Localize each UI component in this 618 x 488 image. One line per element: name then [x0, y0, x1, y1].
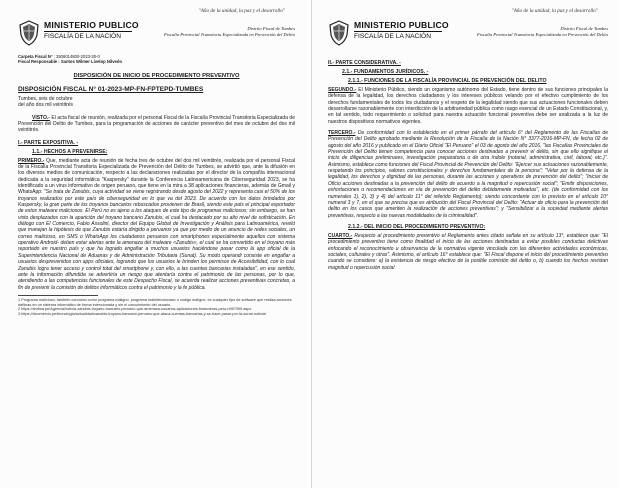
- institution-title: MINISTERIO PUBLICO: [44, 20, 139, 30]
- segundo-paragraph: [328, 87, 608, 125]
- primero-label: PRIMERO.-: [18, 157, 45, 164]
- visto-text: El acta fiscal de reunión, realizada por el personal Fiscal de la Fiscalía Provincial Transitoria Especializada de Prevención del Delito de Tumbes, para la programación de acciones de carácter preventivo del mes de octubre del dos mil veintitrés.: [18, 114, 295, 134]
- segundo-label: SEGUNDO.-: [328, 87, 357, 93]
- responsable-value: : Santos Wilmer Livelop Nilvedo: [58, 59, 122, 65]
- section-i-heading: I.- PARTE EXPOSITIVA. -: [18, 139, 79, 146]
- district-line: Distrito Fiscal de Tumbes: [247, 26, 295, 31]
- motto: "Año de la unidad, la paz y el desarrollo": [511, 8, 598, 14]
- section-ii-1-heading: 2.1.- FUNDAMENTOS JURÍDICOS. -: [342, 69, 429, 75]
- institution-subtitle: FISCALÍA DE LA NACIÓN: [44, 33, 121, 40]
- title-divider: [44, 31, 132, 32]
- district-line: Distrito Fiscal de Tumbes: [560, 26, 608, 31]
- section-ii-1-1-heading: 2.1.1.- FUNCIONES DE LA FISCALÍA PROVINCIAL DE PREVENCIÓN DEL DELITO: [348, 78, 547, 84]
- coat-of-arms-icon: [328, 20, 350, 46]
- section-i-1-heading: 1.1.- HECHOS A PREVENIRSE:: [32, 148, 108, 155]
- cuarto-text: Respecto al procedimiento preventivo el Reglamento antes citado señala en su artículo 13°, establece que: "El procedimiento preventivo tiene como finalidad el inicio de las acciones destinadas a evitar posibles conductas delictivas enfocando el reconocimiento u observancia de la normativa vigente vinculada con las diferentes actividades económicas, sociales, culturales y otras". Asimismo, el artículo 16° establece que: "El Fiscal dispone el inicio del procedimiento preventivo cuando se considere: a) la existencia de riesgo efectivo de la posible comisión del delito o, b) cuando los hechos revistan magnitud o repercusión social: [328, 232, 608, 271]
- institution-subtitle: FISCALÍA DE LA NACIÓN: [354, 33, 431, 40]
- document-page-right: [311, 0, 618, 488]
- footnote-divider: [18, 295, 98, 296]
- letterhead: [328, 20, 608, 50]
- institution-title: MINISTERIO PUBLICO: [354, 20, 449, 30]
- place-date-line-2: del año dos mil veintitrés: [18, 102, 74, 109]
- coat-of-arms-icon: [18, 20, 40, 46]
- tercero-label: TERCERO.-: [328, 130, 356, 137]
- primero-paragraph: [18, 158, 295, 291]
- primero-text: Que, mediante acta de reunión de fecha tres de octubre del dos mil veintitrés, realizada por el personal Fiscal de la Fiscalía Provincial Transitoria Especializada de Prevención del Delito de Tumbes, se advirtió que, ante la difusión en los diversos medios de comunicación, respecto a las declaraciones realizadas por el director de la compañía internacional dedicada a la seguridad informática "Kaspersky" durante la Conferencia Latinoamericana de Ciberseguridad 2023, se ha identificado a un virus informativo de origen peruano, que tiene en la mira a 38 aplicaciones financieras, además de Gmail y WhatsApp:: [18, 157, 295, 196]
- quote-text: "Se trata de Zanubis, cuya actividad se viene registrando desde agosto del 2022 y representa casi el 50% de los troyanos realizados por este país de ciberseguridad en lo que va del 2023. De acuerdo con los datos brindados por Kaspersky, la gran parte de los troyanos bancarios rebuscados provienen de Brasil, siendo este país el principal exportador de estos malware maliciosos. El Perú no es ajeno a los ataques de este tipo de programas maliciosos; sin embargo, se han visto desplazados con la aparición del troyano bancario Zanubis, el cual ha destacado por su alto nivel de sofisticación. En diálogo con El Comercio, Fabio Assolini, director del Equipo Global de Investigación y Análisis para Latinoamérica, reveló que manejan la hipótesis de que Zanubis estaría dirigido a peruanos ya que por medio de un anuncio de redes sociales, un correo malicioso, en SMS o WhatsApp los ciudadanos peruanos con smartphones especialmente aquellos con sistema operativo Android- deben estar alertas ante la amenaza del malware «Zanubis», el cual se ha convertido en el troyano más reportado en nuestro país y que ha logrado engañar a muchos usuarios haciéndose pasar como la app oficial de la Superintendencia Nacional de Aduanas y de Administración Tributaria (Sunat). Su modo operandi consiste en engañar a usuarios desprevenidos con apps oficiales, logrando que los usuarios le brinden los permisos de Accesibilidad, con lo cual Zanubis logra tener acceso y control total del smartphone y, con ello, a las cuentas bancarias instaladas", en ese sentido, ante la información difundida se advertiría un riesgo que atentaría contra el patrimonio de las personas, por lo que, atendiendo a las competencias funcionales de este Despacho Fiscal, se acuerda realizar acciones preventivas concretas, a fin de prevenir la comisión de delitos informáticos contra el patrimonio y la fe pública.: [18, 189, 296, 291]
- title-divider: [354, 31, 442, 32]
- footnote: 3 https://elcomercio.pe/tecnologia/actualidad/zanubis-troyano-bancario-peruano-que-ataca-cuentas-bancarias-y-se-hace-pasar-por-la-sunat-noticia/: [18, 312, 266, 317]
- carpeta-label: Carpeta Fiscal N°: [18, 54, 53, 59]
- letterhead: [18, 20, 295, 50]
- office-line: Fiscalía Provincial Transitoria Especializada en Prevención del Delito: [164, 32, 295, 37]
- office-block: [164, 20, 295, 38]
- tercero-text: De conformidad con lo establecido en el primer párrafo del artículo 6° del Reglamento de las Fiscalías de Prevención del Delito aprobado mediante la Resolución de la Fiscalía de la Nación N° 3377-2016-MP-FN, de fecha 02 de agosto del año 2016 y publicado en el Diario Oficial "El Peruano" el 03 de agosto del año 2016, "las Fiscalías Provinciales de Prevención del Delito tienen competencia para conocer acciones destinadas a prevenir el delito, sin que ello signifique el inicio de diligencias preliminares, investigación preparatoria o de otra índole (notarial, administrativa, civil, laboral, etc.)". Asimismo, establece como funciones del Fiscal Provincial de Prevención del Delito: "Ejercer sus actuaciones razonablemente, respetando los principios, valores constitucionales y derechos fundamentales de la persona"; "Velar por la defensa de la legalidad, los derechos y dignidad de las personas, durante las acciones y operativos de prevención del delito"; "Iniciar de Oficio acciones destinadas a la prevención del delito de acuerdo a la magnitud o repercusión social"; "Emitir disposiciones, exhortaciones o recomendaciones en vía de prevención del delito debidamente motivadas", etc. (de conformidad con los numerales 1), 2), 3) y 4) del artículo 11° del referido Reglamento); siendo concordante con lo previsto en el artículo 10° numeral 3 y 7, en el que se precisa que es atribución del Fiscal Provincial del Delito: "Actuar de oficio para la prevención del delito en los casos que ameriten la realización de acciones preventivas"; y "Sensibilizar a la sociedad mediante alertas preventivas, respecto a las nuevas modalidades de la criminalidad".: [328, 130, 608, 219]
- office-block: [477, 20, 608, 38]
- cuarto-label: CUARTO.-: [328, 232, 353, 239]
- footnote: 1 Programa malicioso, también conocido como programa maligno, programa malintencionado o código maligno, es cualquier tipo de software que realiza acciones dañinas en un sistema informático de forma intencionada y sin el conocimiento del usuario.: [18, 297, 292, 307]
- office-line: Fiscalía Provincial Transitoria Especializada en Prevención del Delito: [477, 32, 608, 37]
- place-date-line-1: Tumbes, seis de octubre: [18, 95, 73, 102]
- tercero-paragraph: [328, 130, 608, 219]
- document-title: DISPOSICIÓN DE INICIO DE PROCEDIMIENTO PREVENTIVO: [73, 72, 240, 79]
- carpeta-value: : 3506014800-2023-30-0: [53, 54, 100, 59]
- responsable-label: Fiscal Responsable: [18, 59, 58, 65]
- case-metadata: [18, 54, 295, 65]
- footnote: 2 https://andina.pe/Agencia/noticia-zanubis-troyano-bancario-peruano-que-amenaza-usuarios-aplicaciones-financieras-peru-n957099.aspx: [18, 307, 252, 312]
- disposicion-number: DISPOSICIÓN FISCAL N° 01-2023-MP-FN-FPTEPD-TUMBES: [18, 85, 204, 93]
- section-ii-heading: II.- PARTE CONSIDERATIVA. -: [328, 60, 401, 66]
- section-ii-1-2-heading: 2.1.2.- DEL INICIO DEL PROCEDIMIENTO PREVENTIVO:: [348, 223, 486, 230]
- segundo-text: El Ministerio Público, siendo un organismo autónomo del Estado, tiene dentro de sus funciones principales la defensa de la legalidad, los derechos ciudadanos y los intereses públicos velando por el efectivo cumplimiento de los derechos fundamentales de todos los ciudadanos y el respeto de la legalidad siendo que sus actuaciones funcionales deben desarrollarse razonablemente con interdicción de la arbitrariedad pública como rasgo esencial de un Estado Constitucional, y, en tal sentido, todo requerimiento o solicitud para nuestra actuación funcional preventiva debe ser analizada a la luz de nuestros dispositivos normativos vigentes.: [328, 87, 608, 125]
- visto-paragraph: [18, 115, 295, 134]
- motto: "Año de la unidad, la paz y el desarrollo": [198, 8, 285, 14]
- visto-label: VISTO.-: [32, 114, 50, 121]
- cuarto-paragraph: [328, 233, 608, 271]
